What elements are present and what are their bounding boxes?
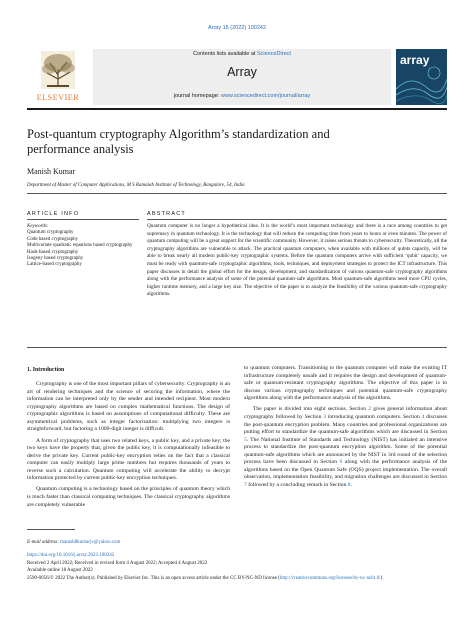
contents-line xyxy=(93,51,391,57)
intro-paragraph: Quantum computing is a technology based on the principles of quantum theory which is much faster than classical computing techniques. The classical cryptography algorithms are completely vulnerable xyxy=(27,486,230,508)
license-link[interactable]: http://creativecommons.org/licenses/by-nc-nd/4.0/ xyxy=(279,575,381,581)
homepage-prefix: journal homepage: xyxy=(173,93,221,99)
journal-masthead xyxy=(27,49,447,105)
paragraph-text: introducing quantum computers. Section xyxy=(325,413,422,420)
article-info-heading: ARTICLE INFO xyxy=(27,211,80,217)
journal-title: Array xyxy=(227,65,257,79)
abstract-divider xyxy=(147,219,447,220)
license-statement xyxy=(27,575,447,582)
intro-paragraph-continued: to quantum computers. Transitioning to the quantum computer will make the existing IT infrastructure completely unsafe and it requires the design and development of quantum-safe or quantum-resistant cryptography algorithms. The objective of this paper is to discuss various cryptography techniques and potential quantum-safe cryptography algorithms along with the performance analysis of the algorithms. xyxy=(244,365,447,402)
contents-prefix: Contents lists available at xyxy=(193,51,257,57)
section-link[interactable]: 3 xyxy=(323,413,326,420)
header-divider xyxy=(27,108,447,110)
keyword-item: Hash-based cryptography xyxy=(27,249,79,255)
paragraph-text: followed by a concluding remark in Section xyxy=(246,481,348,488)
section-link[interactable]: 7 xyxy=(244,481,247,488)
keywords-label: Keywords: xyxy=(27,224,49,229)
footnote-divider xyxy=(27,529,75,530)
article-footer xyxy=(27,539,447,582)
paragraph-text: gives general information about cryptography followed by Section xyxy=(244,406,447,420)
section-link[interactable]: 2 xyxy=(368,406,372,413)
cover-title: array xyxy=(400,53,430,67)
paragraph-text: discusses the post-quantum encryption problem. Many countries and professional organizations are putting effort to standardize the quantum-safe algorithms which are discussed in Section xyxy=(244,413,447,436)
license-text: 2590-0056/© 2022 The Author(s). Published by Elsevier Inc. This is an open access article under the CC BY-NC-ND license ( xyxy=(27,575,280,581)
right-column xyxy=(244,365,447,493)
section-link[interactable]: 8 xyxy=(347,481,351,488)
paragraph-text: . The National Institute of Standards and Technology (NIST) has initiated an intensive process to standardize the post-quantum encryption algorithm. Some of the potential quantum-safe algorithms which are announced by the NIST in 3rd round of the selection process have been discussed in Section xyxy=(244,436,447,466)
abstract-text: Quantum computer is no longer a hypothetical idea. It is the world’s most important technology and there is a race among countries to get supremacy in quantum technology. It is the technology that will reduce the computing time from years to hours or even minutes. The power of quantum computing will be a great support for the scientific community. However, it raises serious threats to cybersecurity. Theoretically, all the cryptography algorithms are vulnerable to attack. The practical quantum computers, when available with millions of qubits capacity, will be able to break nearly all modern public-key cryptographic systems. Before the quantum computers arrive with sufficient ‘qubit’ capacity, we must be ready with quantum-safe cryptographic algorithms, tools, techniques, and deployment strategies to protect the ICT infrastructure. This paper discusses in detail the global effort for the design, development, and standardization of various quantum-safe cryptography algorithms along with the performance analysis of some of the potential quantum-safe algorithms. Most quantum-safe algorithms need more CPU cycles, higher runtime memory, and a large key size. The objective of the paper is to analyze the feasibility of the various quantum-safe cryptography algorithms. xyxy=(147,223,447,298)
keyword-item: Quantum cryptography xyxy=(27,230,74,236)
paper-title: Post-quantum cryptography Algorithm’s standardization and performance analysis xyxy=(27,127,330,156)
section-link[interactable]: 5 xyxy=(244,436,247,443)
keyword-item: Isogeny based cryptography xyxy=(27,256,84,262)
left-column xyxy=(27,381,230,513)
available-online: Available online 18 August 2022 xyxy=(27,568,93,574)
author-name: Manish Kumar xyxy=(27,167,76,176)
elsevier-wordmark: ELSEVIER xyxy=(36,93,80,102)
intro-paragraph: A form of cryptography that uses two related keys, a public key, and a private key; the two keys have the property that, given the public key, it is computationally infeasible to derive the private key. Current public-key encryption relies on the fact that a classical computer can easily multiply large prime numbers but requires thousands of years to reverse such a calculation. Quantum computing will accelerate the ability to decrypt information protected by current public-key encryption techniques. xyxy=(27,437,230,482)
elsevier-logo xyxy=(27,49,89,105)
keyword-item: Lattice-based cryptography xyxy=(27,262,82,268)
journal-homepage xyxy=(93,93,391,99)
section-link[interactable]: 4 xyxy=(421,413,425,420)
journal-info-box xyxy=(93,49,391,105)
abstract-bottom-divider xyxy=(27,347,447,348)
paragraph-text: The paper is divided into eight sections. Section xyxy=(253,406,369,413)
keyword-item: Code based cryptography xyxy=(27,236,79,242)
journal-citation[interactable]: Array 15 (2022) 100242 xyxy=(207,25,267,31)
journal-cover-image xyxy=(396,49,447,105)
paragraph-text: along with the performance analysis of the algorithms based on the Open Quantum Safe (OQS) project implementation. The overall observation, implementation feasibility, and migration challenges are discussed in Section xyxy=(244,459,447,481)
journal-homepage-link[interactable]: www.sciencedirect.com/journal/array xyxy=(220,93,311,99)
received-dates: Received 2 April 2022; Received in revised form 4 August 2022; Accepted 4 August 2022 xyxy=(27,560,208,566)
author-affiliation: Department of Master of Computer Applications, M S Ramaiah Institute of Technology, Bangalore, 54, India xyxy=(27,183,245,188)
keywords-block xyxy=(27,224,139,269)
paragraph-text: . xyxy=(350,481,352,488)
sciencedirect-link[interactable]: ScienceDirect xyxy=(256,51,291,57)
section-link[interactable]: 6 xyxy=(339,459,343,466)
doi-link[interactable]: https://doi.org/10.1016/j.array.2022.100242 xyxy=(27,553,115,559)
email-line xyxy=(27,539,447,546)
intro-paragraph: Cryptography is one of the most important pillars of cybersecurity. Cryptography is an art of rendering techniques and the science of securing the information, where the information can be interpreted only by the sender and intended recipient. Most modern cryptography algorithms are based on complex mathematical functions. The design of cryptographic algorithms is based on assumptions of computational difficulty. These are asymmetrical problems, such as integer factorization: multiplying two integers is straightforward, but factoring a 1000-digit integer is difficult. xyxy=(27,381,230,433)
article-info-divider xyxy=(27,219,139,220)
affiliation-divider xyxy=(27,193,447,194)
abstract-heading: ABSTRACT xyxy=(147,211,186,217)
paper-structure-paragraph xyxy=(244,406,447,489)
keyword-item: Multivariate quadratic equations based cryptography xyxy=(27,243,133,249)
author-email-link[interactable]: manish8kumarjv@yahoo.com xyxy=(60,540,121,545)
license-end: ). xyxy=(380,575,384,581)
email-label: E-mail address: xyxy=(27,540,59,545)
introduction-heading: 1. Introduction xyxy=(27,367,65,373)
